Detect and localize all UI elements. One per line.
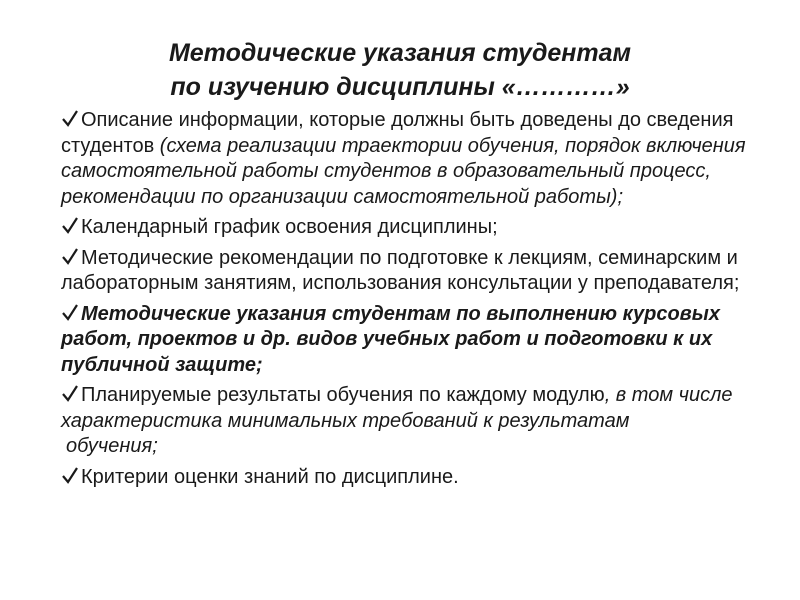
item-text: Календарный график освоения дисциплины; [81, 216, 498, 238]
checkmark-icon [61, 467, 79, 485]
slide-title [0, 36, 800, 104]
item-text-italic: (схема реализации траектории обучения, порядок включения самостоятельной работы студентов в образовательный процесс, рекомендации по организации самостоятельной работы); [61, 134, 746, 208]
item-text: Критерии оценки знаний по дисциплине. [81, 465, 459, 488]
checkmark-icon [61, 385, 79, 403]
checkmark-icon [61, 110, 79, 128]
bullet-list [61, 108, 773, 495]
item-text-bold-italic: Методические указания студентам по выполнению курсовых работ, проектов и др. видов учебных работ и подготовки к их публичной защите; [61, 302, 720, 376]
title-line-2: по изучению дисциплины «…………» [170, 73, 630, 101]
title-line-1: Методические указания студентам [168, 39, 632, 67]
list-item [61, 302, 773, 379]
item-text: Планируемые результаты обучения по каждому модулю [81, 384, 605, 406]
list-item [61, 108, 773, 210]
item-text: Описание информации, которые должны быть доведены до сведения студентов [61, 109, 734, 157]
checkmark-icon [61, 217, 79, 235]
list-item [61, 215, 773, 241]
checkmark-icon [61, 304, 79, 322]
item-text-italic: , в том числе характеристика минимальных требований к результатам [61, 384, 733, 432]
list-item [61, 465, 773, 491]
list-item [61, 383, 773, 460]
item-text-italic: обучения; [66, 435, 158, 457]
list-item [61, 246, 773, 297]
item-text: Методические рекомендации по подготовке к лекциям, семинарским и лабораторным занятиям, использования консультации у преподавателя; [61, 246, 740, 294]
checkmark-icon [61, 248, 79, 266]
